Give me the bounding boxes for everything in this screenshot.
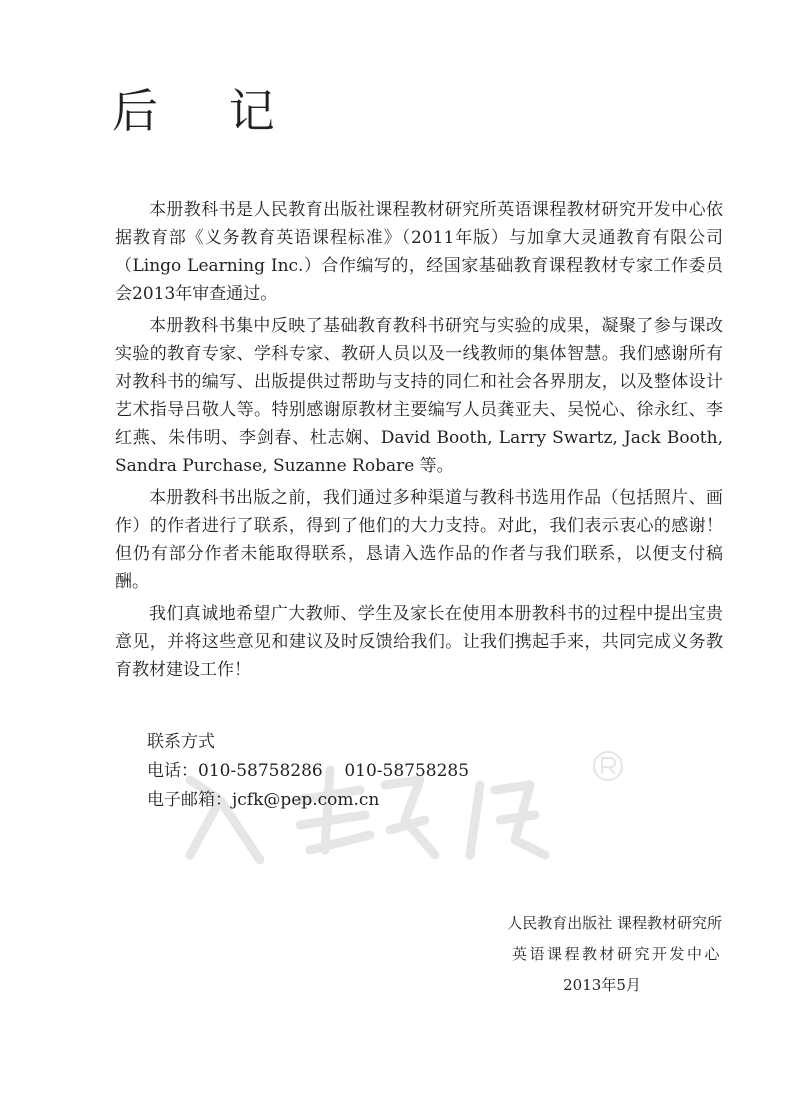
- signature-publisher: 人民教育出版社 课程教材研究所: [507, 914, 722, 932]
- signature-center: 英语课程教材研究开发中心: [511, 945, 722, 963]
- paragraph-2: 本册教科书集中反映了基础教育教科书研究与实验的成果，凝聚了参与课改实验的教育专家、学科专家、教研人员以及一线教师的集体智慧。我们感谢所有对教科书的编写、出版提供过帮助与支持的同仁和社会各界朋友，以及整体设计艺术指导吕敬人等。特别感谢原教材主要编写人员龚亚夫、吴悦心、徐永红、李红燕、朱伟明、李剑春、杜志娴、David Booth, Larry Swartz, Jack Booth, Sandra Purchase, Suzanne Robare 等。: [115, 316, 723, 476]
- paragraph-3: 本册教科书出版之前，我们通过多种渠道与教科书选用作品（包括照片、画作）的作者进行了联系，得到了他们的大力支持。对此，我们表示衷心的感谢！但仍有部分作者未能取得联系，恳请入选作品的作者与我们联系，以便支付稿酬。: [115, 488, 723, 592]
- contact-info: [147, 728, 469, 815]
- contact-heading: 联系方式: [147, 732, 215, 752]
- signature-date: 2013年5月: [563, 976, 641, 994]
- contact-email: [147, 786, 469, 815]
- afterword-body: [115, 196, 723, 688]
- paragraph-1: 本册教科书是人民教育出版社课程教材研究所英语课程教材研究开发中心依据教育部《义务教育英语课程标准》（2011年版）与加拿大灵通教育有限公司（Lingo Learning Inc.）合作编写的，经国家基础教育课程教材专家工作委员会2013年审查通过。: [115, 200, 723, 304]
- paragraph-4: 我们真诚地希望广大教师、学生及家长在使用本册教科书的过程中提出宝贵意见，并将这些意见和建议及时反馈给我们。让我们携起手来，共同完成义务教育教材建设工作！: [115, 604, 723, 680]
- phone-numbers: 010-58758286 010-58758285: [198, 761, 470, 781]
- contact-phone: [147, 757, 469, 786]
- email-address: jcfk@pep.com.cn: [232, 790, 380, 810]
- email-label: 电子邮箱：: [147, 790, 232, 810]
- phone-label: 电话：: [147, 761, 198, 781]
- publisher-signature: [462, 908, 722, 1001]
- page-title: 后 记: [112, 84, 303, 138]
